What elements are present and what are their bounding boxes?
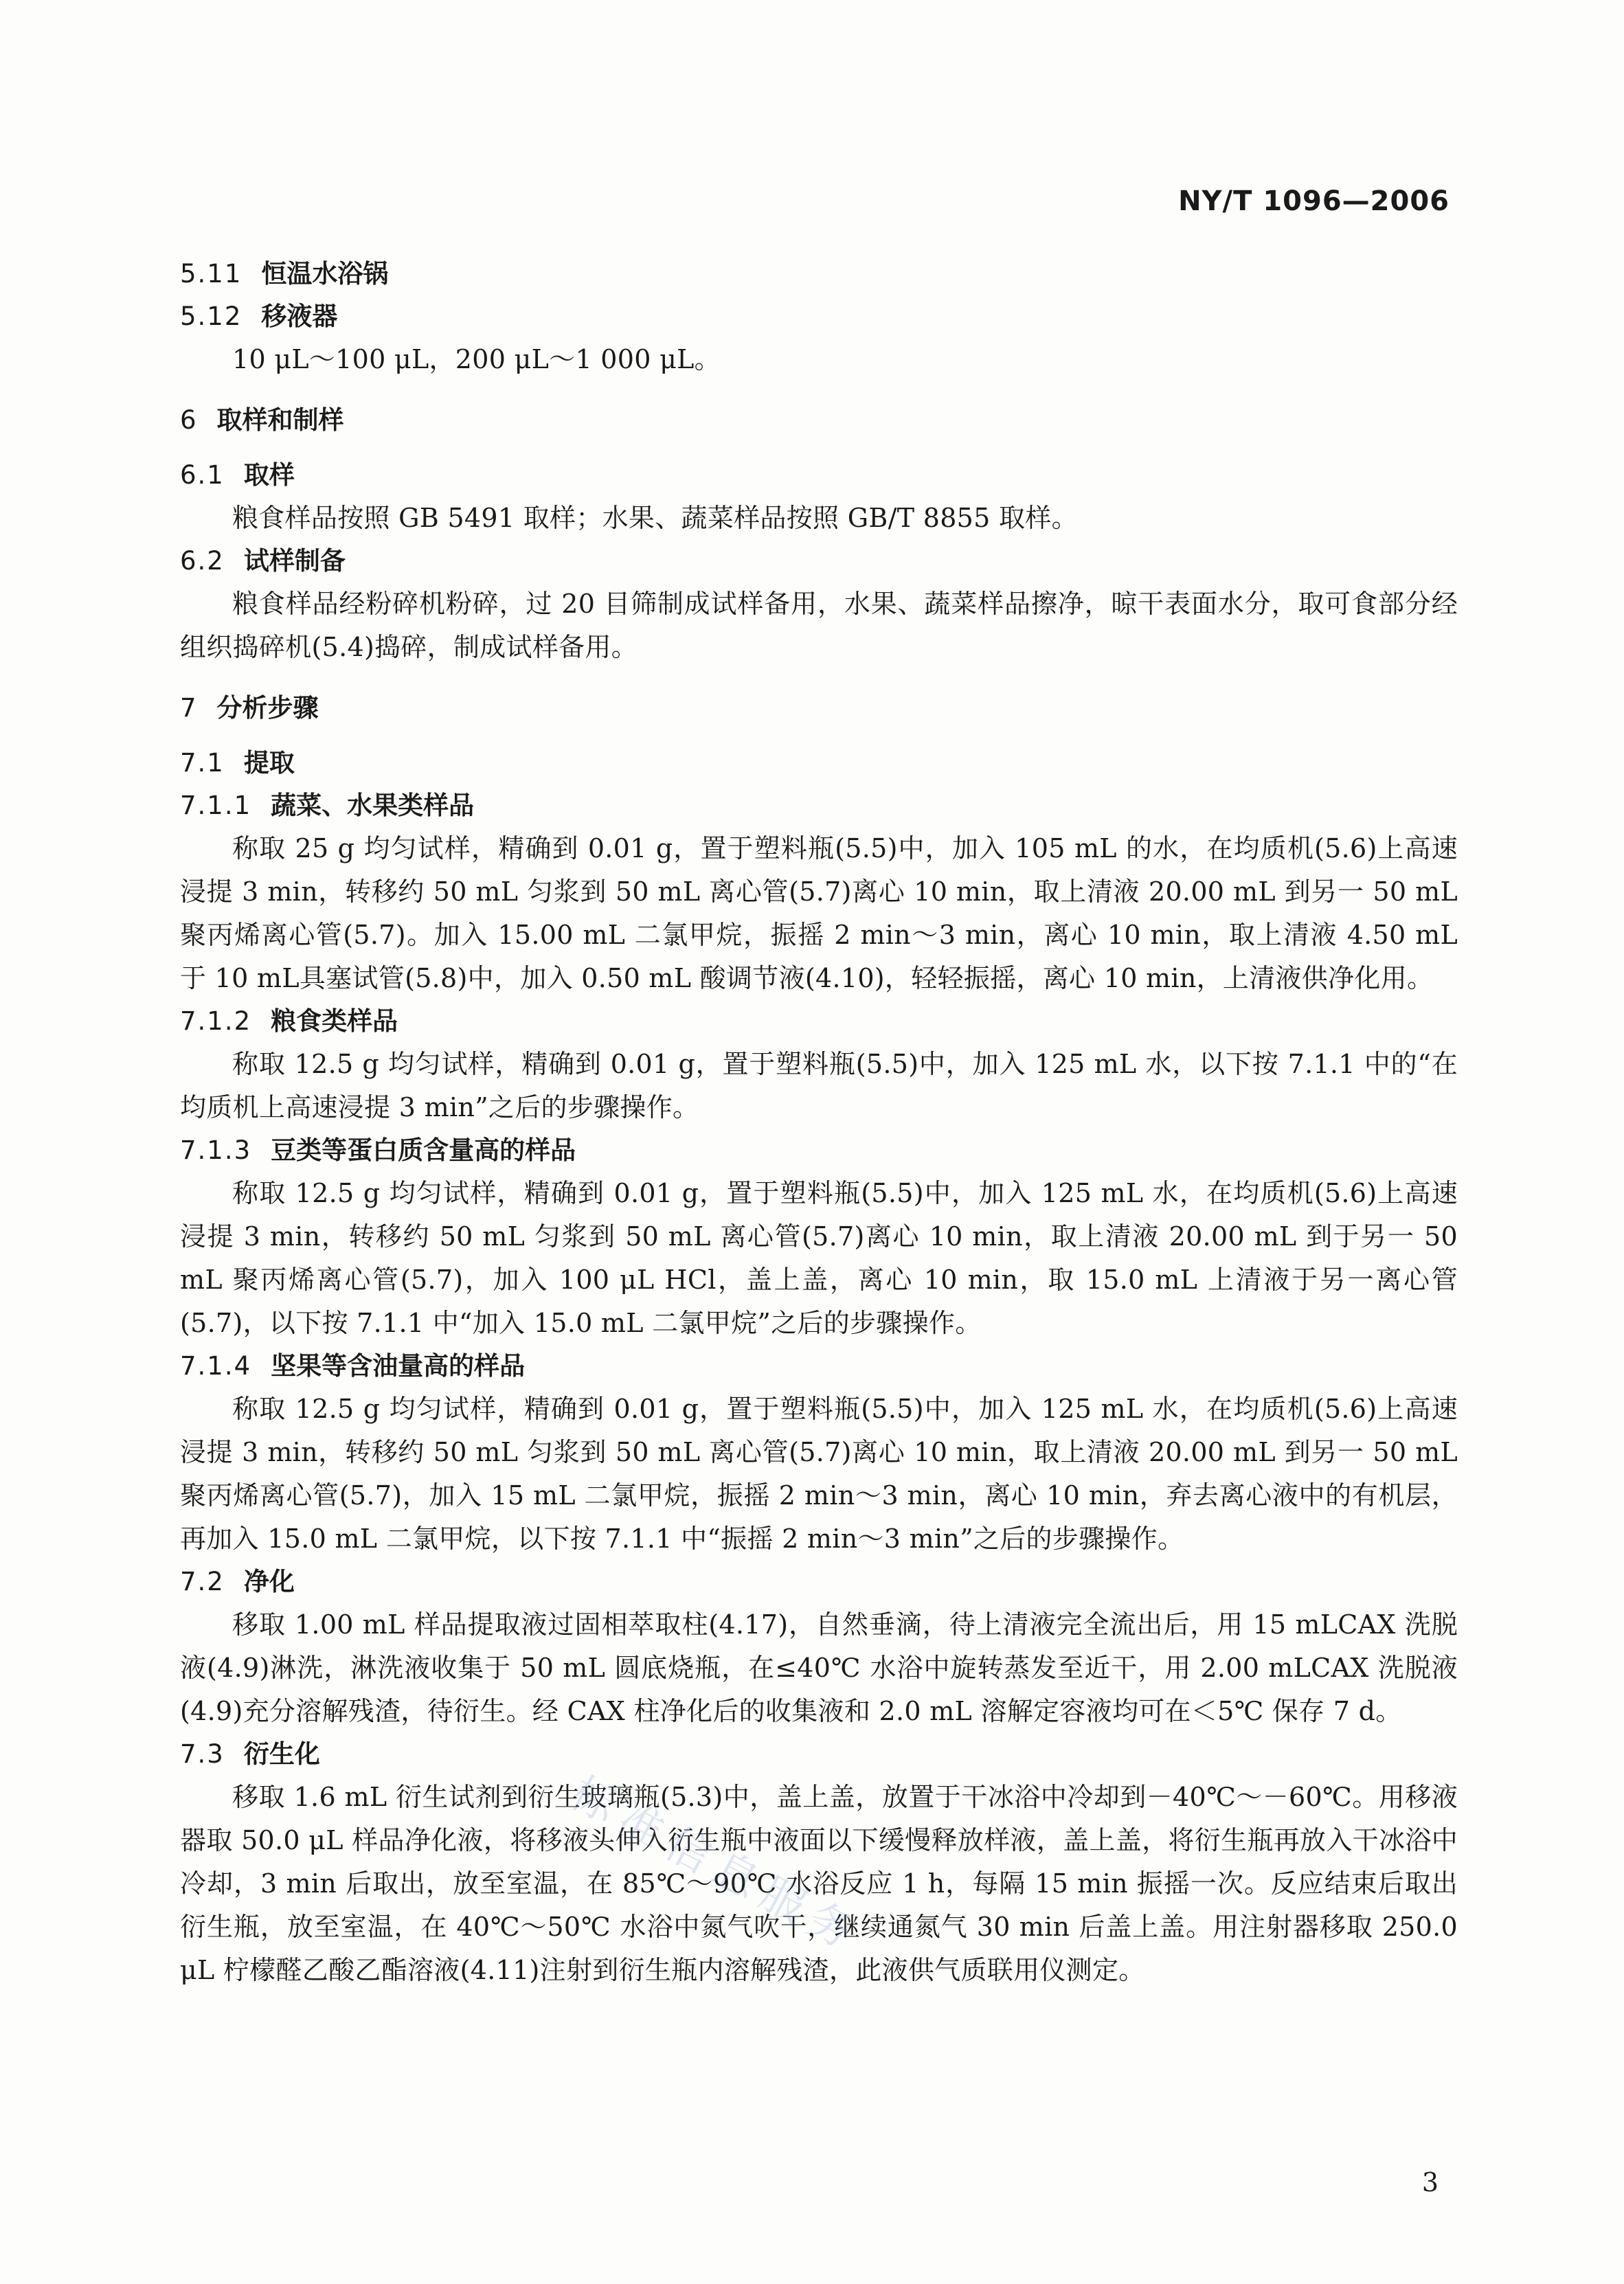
- section-paragraph: 10 μL～100 μL，200 μL～1 000 μL。: [232, 344, 721, 374]
- section-title: 取样: [243, 460, 295, 490]
- document-body: [180, 253, 1458, 1992]
- section-number: 7.3: [180, 1739, 225, 1769]
- section-title: 衍生化: [243, 1739, 320, 1769]
- section-paragraph: 移取 1.6 mL 衍生试剂到衍生玻璃瓶(5.3)中，盖上盖，放置于干冰浴中冷却到－40℃～－60℃。用移液器取 50.0 μL 样品净化液，将移液头伸入衍生瓶中液面以下缓慢释放样液，盖上盖，将衍生瓶再放入干冰浴中冷却，3 min 后取出，放至室温，在 85℃～90℃ 水浴反应 1 h，每隔 15 min 振摇一次。反应结束后取出衍生瓶，放至室温，在 40℃～50℃ 水浴中氮气吹干，继续通氮气 30 min 后盖上盖。用注射器移取 250.0 μL 柠檬醛乙酸乙酯溶液(4.11)注射到衍生瓶内溶解残渣，此液供气质联用仪测定。: [180, 1782, 1458, 1985]
- section-paragraph: 称取 25 g 均匀试样，精确到 0.01 g，置于塑料瓶(5.5)中，加入 105 mL 的水，在均质机(5.6)上高速浸提 3 min，转移约 50 mL 匀浆到 50 mL 离心管(5.7)离心 10 min，取上清液 20.00 mL 到另一 50 mL 聚丙烯离心管(5.7)。加入 15.00 mL 二氯甲烷，振摇 2 min～3 min，离心 10 min，取上清液 4.50 mL 于 10 mL具塞试管(5.8)中，加入 0.50 mL 酸调节液(4.10)，轻轻振摇，离心 10 min，上清液供净化用。: [180, 833, 1458, 993]
- section-number: 6.1: [180, 460, 225, 490]
- section-paragraph: 称取 12.5 g 均匀试样，精确到 0.01 g，置于塑料瓶(5.5)中，加入 125 mL 水，在均质机(5.6)上高速浸提 3 min，转移约 50 mL 匀浆到 50 mL 离心管(5.7)离心 10 min，取上清液 20.00 mL 到于另一 50 mL 聚丙烯离心管(5.7)，加入 100 μL HCl，盖上盖，离心 10 min，取 15.0 mL 上清液于另一离心管(5.7)，以下按 7.1.1 中“加入 15.0 mL 二氯甲烷”之后的步骤操作。: [180, 1178, 1458, 1338]
- section-paragraph: 称取 12.5 g 均匀试样，精确到 0.01 g，置于塑料瓶(5.5)中，加入 125 mL 水，在均质机(5.6)上高速浸提 3 min，转移约 50 mL 匀浆到 50 mL 离心管(5.7)离心 10 min，取上清液 20.00 mL 到另一 50 mL 聚丙烯离心管(5.7)，加入 15 mL 二氯甲烷，振摇 2 min～3 min，离心 10 min，弃去离心液中的有机层，再加入 15.0 mL 二氯甲烷，以下按 7.1.1 中“振摇 2 min～3 min”之后的步骤操作。: [180, 1394, 1458, 1554]
- section-title: 恒温水浴锅: [261, 259, 389, 289]
- section-number: 7.1.3: [180, 1135, 252, 1165]
- chapter-heading: [180, 399, 1458, 442]
- section-title: 提取: [243, 748, 295, 778]
- section-heading: [180, 784, 1458, 827]
- section-paragraph: 粮食样品按照 GB 5491 取样；水果、蔬菜样品按照 GB/T 8855 取样。: [232, 503, 1078, 533]
- section-title: 坚果等含油量高的样品: [271, 1351, 526, 1381]
- section-number: 5.12: [180, 302, 243, 331]
- section-number: 7.1.1: [180, 791, 252, 820]
- section-heading: [180, 1129, 1458, 1172]
- section-title: 粮食类样品: [271, 1006, 398, 1036]
- section-title: 取样和制样: [216, 405, 344, 435]
- section-heading: [180, 295, 1458, 338]
- section-number: 6.2: [180, 546, 225, 576]
- section-heading: [180, 742, 1458, 784]
- section-title: 试样制备: [243, 546, 346, 576]
- chapter-heading: [180, 687, 1458, 730]
- section-heading: [180, 1000, 1458, 1043]
- section-number: 6: [180, 405, 198, 435]
- section-heading: [180, 1733, 1458, 1776]
- section-number: 5.11: [180, 259, 243, 289]
- section-number: 7.1.4: [180, 1351, 252, 1381]
- section-heading: [180, 1561, 1458, 1603]
- section-number: 7: [180, 693, 198, 723]
- standard-code: NY/T 1096—2006: [1178, 185, 1450, 217]
- section-number: 7.1.2: [180, 1006, 252, 1036]
- section-heading: [180, 253, 1458, 295]
- page-number: 3: [1421, 2167, 1439, 2197]
- section-title: 分析步骤: [216, 693, 319, 723]
- section-number: 7.2: [180, 1567, 225, 1596]
- watermark: 标准信息服务: [562, 1767, 870, 1964]
- section-number: 7.1: [180, 748, 225, 778]
- section-paragraph: 粮食样品经粉碎机粉碎，过 20 目筛制成试样备用，水果、蔬菜样品擦净，晾干表面水分，取可食部分经组织捣碎机(5.4)捣碎，制成试样备用。: [180, 589, 1458, 662]
- section-paragraph: 称取 12.5 g 均匀试样，精确到 0.01 g，置于塑料瓶(5.5)中，加入 125 mL 水，以下按 7.1.1 中的“在均质机上高速浸提 3 min”之后的步骤操作。: [180, 1049, 1458, 1122]
- section-title: 净化: [243, 1567, 295, 1596]
- section-title: 移液器: [261, 302, 338, 331]
- section-title: 豆类等蛋白质含量高的样品: [271, 1135, 576, 1165]
- section-paragraph: 移取 1.00 mL 样品提取液过固相萃取柱(4.17)，自然垂滴，待上清液完全流出后，用 15 mLCAX 洗脱液(4.9)淋洗，淋洗液收集于 50 mL 圆底烧瓶，在≤40℃ 水浴中旋转蒸发至近干，用 2.00 mLCAX 洗脱液(4.9)充分溶解残渣，待衍生。经 CAX 柱净化后的收集液和 2.0 mL 溶解定容液均可在＜5℃ 保存 7 d。: [180, 1609, 1458, 1726]
- section-title: 蔬菜、水果类样品: [271, 791, 475, 820]
- section-heading: [180, 540, 1458, 583]
- section-heading: [180, 454, 1458, 497]
- section-heading: [180, 1345, 1458, 1388]
